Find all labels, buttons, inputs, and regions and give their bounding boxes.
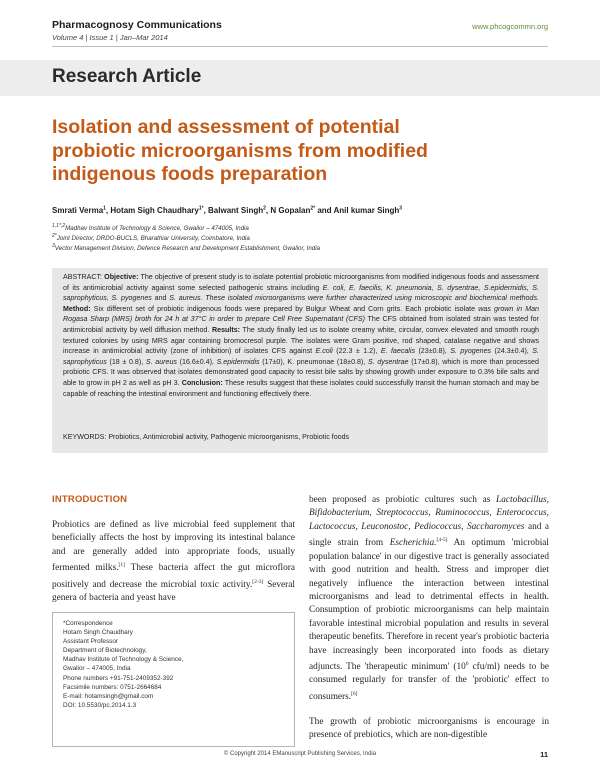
body-paragraph: been proposed as probiotic cultures such as Lactobacillus, Bifidobacterium, Streptococcus, Ruminococcus, Enterococcus, Lactococcus, Leuconostoc, Pediococcus, Saccharomyces and a single strain from Escherichia.[4-5] An optimum 'microbial population balance' in our digestive tract is generally associated with good nutrition and health. Stress and improper diet negatively influence the interaction between intestinal microorganisms and lead to detrimental effects in health. Consumption of probiotic microorganisms can help maintain favorable intestinal microbial population and results in several therapeutic benefits. Therefore in recent year's probiotic bacteria have increasingly been incorporated into foods as dietary adjuncts. The 'therapeutic minimum' (10$^6$ cfu/ml) needs to be consumed regularly for transfer of the 'probiotic' effect to consumers.[6] bbox=[309, 495, 550, 702]
article-title: Isolation and assessment of potential probiotic microorganisms from modified indigenous foods preparation bbox=[52, 116, 428, 185]
page-number: 11 bbox=[540, 750, 548, 759]
correspondence-line: Gwalior – 474005, India bbox=[63, 665, 131, 673]
author: Smrati Verma$^1$, bbox=[52, 205, 111, 215]
correspondence-line: *Correspondence bbox=[63, 620, 113, 627]
correspondence-line: Department of Biotechnology, bbox=[63, 647, 147, 655]
correspondence-box bbox=[52, 612, 295, 747]
doi-link[interactable]: DOI: 10.5530/pc.2014.1.3 bbox=[63, 701, 137, 709]
affiliation: $^{2*}$Joint Director, DRDO-BUCLS, Bharathiar University, Coimbatore, India bbox=[52, 233, 250, 243]
copyright-footer: © Copyright 2014 EManuscript Publishing Services, India bbox=[223, 751, 377, 757]
body-paragraph: The growth of probiotic microorganisms is encourage in presence of prebiotics, which are non-digestible bbox=[309, 717, 549, 741]
author-list bbox=[52, 205, 548, 215]
author: Hotam Sigh Chaudhary$^{1*}$, bbox=[110, 205, 209, 215]
header-divider bbox=[52, 46, 548, 47]
abstract-text: ABSTRACT: Objective: The objective of present study is to isolate potential probiotic microorganisms from modified indigenous foods and assessment of its antimicrobial activity against some selected pathogenic strains including E. coli, E. faecilis, K. pneumonia, S. dysentrae, S.epidermidis, S. saprophyticus, S. pyogenes and S. aureus. These isolated microorganisms were further characterized using microscopic and biochemical methods. Method: Six different set of probiotic indigenous foods were prepared by Bulgur Wheat and Corn grits. Each probiotic isolate was grown in Man Rogasa Sharp (MRS) broth for 24 h at 37°C in order to prepare Cell Free Supernatant (CFS) The CFS obtained from isolated strain was tested for antimicrobial activity by well diffusion method. Results: The study finally led us to isolate creamy white, circular, convex elevated and smooth rough textured colonies by using MRS agar containing bromocresol purple. The isolates were Gram positive, rod shaped, catalase negative and shows increase in antimicrobial activity (zone of inhibition) of isolates CFS against E.coli (22.3 ± 1.2), E. faecalis (23±0.8), S. pyogenes (24.3±0.4), S. saprophyticus (18 ± 0.8), S. aureus (16.6±0.4), S.epidermidis (17±0), K. pneumonae (18±0.8), S. dysentrae (17±0.8), which is more than processed probiotic CFS. It was observed that isolates demonstrated good capacity to resist bile salts by showing growth under exposure to 0.3% bile salts and able to grow in pH 2 as well as pH 3. Conclusion: These results suggest that these isolates could successfully transit the human stomach and may be capable of reaching the intestinal environment and functioning effectively there. bbox=[63, 273, 539, 398]
introduction-heading: INTRODUCTION bbox=[52, 494, 128, 505]
affiliation: $^{1,1*,2}$Madhav Institute of Technology & Science, Gwalior – 474005, India bbox=[52, 223, 249, 233]
correspondence-line: Madhav Institute of Technology & Science, bbox=[63, 656, 184, 664]
correspondence-email[interactable]: E-mail: hotamsingh@gmail.com bbox=[63, 692, 154, 700]
author: Anil kumar Singh$^3$ bbox=[333, 205, 403, 215]
keywords: KEYWORDS: Probiotics, Antimicrobial activity, Pathogenic microorganisms, Probiotic foods bbox=[63, 433, 350, 441]
correspondence-line: Hotam Singh Chaudhary bbox=[63, 629, 133, 637]
issue-info: Volume 4 | Issue 1 | Jan–Mar 2014 bbox=[52, 33, 168, 42]
author: Balwant Singh$^2$, bbox=[208, 205, 271, 215]
journal-url-link[interactable]: www.phcogcommn.org bbox=[472, 22, 548, 31]
section-label: Research Article bbox=[52, 66, 202, 87]
correspondence-line: Phone numbers +91-751-2409352-392 bbox=[63, 674, 174, 682]
correspondence-line: Assistant Professor bbox=[63, 638, 119, 646]
author: N Gopalan$^{2*}$ and bbox=[270, 205, 334, 215]
affiliation: $^3$Vector Management Division, Defence Research and Development Establishment, Gwalior, India bbox=[52, 243, 321, 253]
journal-name: Pharmacognosy Communications bbox=[52, 19, 222, 31]
correspondence-line: Facsimile numbers: 0751-2664684 bbox=[63, 683, 162, 691]
introduction-paragraph: Probiotics are defined as live microbial feed supplement that beneficially affects the host by improving its intestinal balance and are generally added into appropriate foods, usually fermented milks.[1] These bacteria affect the gut microflora positively and decrease the microbial toxic activity.[2-3] Several genera of bacteria and yeast have bbox=[52, 520, 295, 604]
